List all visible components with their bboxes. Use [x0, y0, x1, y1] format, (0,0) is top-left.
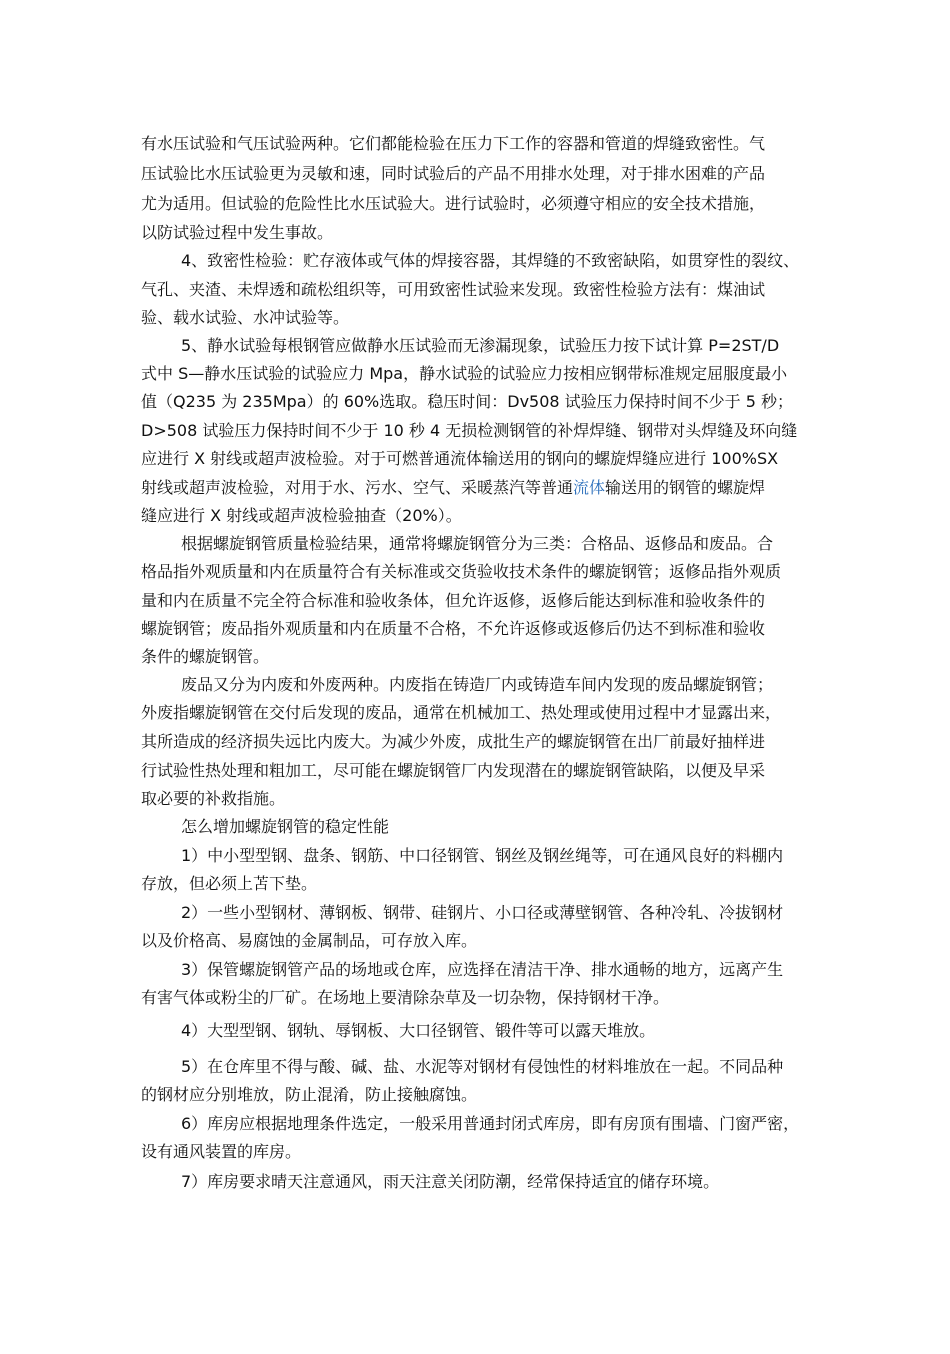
paragraph-3-line-4: D>508 试验压力保持时间不少于 10 秒 4 无损检测钢管的补焊焊缝、钢带对头焊缝及环向缝	[141, 421, 798, 440]
item-3-line-1: 3）保管螺旋钢管产品的场地或仓库，应选择在清洁干净、排水通畅的地方，远离产生	[181, 960, 784, 979]
paragraph-1-line-1: 有水压试验和气压试验两种。它们都能检验在压力下工作的容器和管道的焊缝致密性。气	[141, 134, 766, 153]
item-2-line-1: 2）一些小型钢材、薄钢板、钢带、硅钢片、小口径或薄壁钢管、各种冷轧、冷拔钢材	[181, 903, 784, 922]
section-heading: 怎么增加螺旋钢管的稳定性能	[181, 817, 390, 836]
paragraph-1-line-3: 尤为适用。但试验的危险性比水压试验大。进行试验时，必须遵守相应的安全技术措施，	[141, 194, 766, 213]
paragraph-5-line-3: 其所造成的经济损失远比内废大。为减少外废，成批生产的螺旋钢管在出厂前最好抽样进	[141, 732, 766, 751]
item-6-line-2: 设有通风装置的库房。	[141, 1142, 302, 1161]
item-7-line-1: 7）库房要求晴天注意通风，雨天注意关闭防潮，经常保持适宜的储存环境。	[181, 1172, 720, 1191]
item-4-line-1: 4）大型型钢、钢轨、辱钢板、大口径钢管、锻件等可以露天堆放。	[181, 1021, 656, 1040]
item-3-line-2: 有害气体或粉尘的厂矿。在场地上要清除杂草及一切杂物，保持钢材干净。	[141, 988, 670, 1007]
paragraph-1-line-2: 压试验比水压试验更为灵敏和速，同时试验后的产品不用排水处理，对于排水困难的产品	[141, 164, 766, 183]
paragraph-5-line-5: 取必要的补救指施。	[141, 789, 286, 808]
paragraph-3-line-1: 5、静水试验每根钢管应做静水压试验而无渗漏现象，试验压力按下试计算 P=2ST/D	[181, 336, 780, 355]
paragraph-3-line-6	[141, 477, 765, 499]
paragraph-1-line-4: 以防试验过程中发生事故。	[141, 223, 334, 242]
paragraph-5-line-4: 行试验性热处理和粗加工，尽可能在螺旋钢管厂内发现潜在的螺旋钢管缺陷，以便及早采	[141, 761, 766, 780]
paragraph-4-line-2: 格品指外观质量和内在质量符合有关标准或交货验收技术条件的螺旋钢管；返修品指外观质	[141, 562, 782, 581]
paragraph-3-line-5: 应进行 X 射线或超声波检验。对于可燃普通流体输送用的钢向的螺旋焊缝应进行 100%SX	[141, 449, 779, 468]
paragraph-3-line-3: 值（Q235 为 235Mpa）的 60%选取。稳压时间：Dv508 试验压力保持时间不少于 5 秒；	[141, 392, 794, 411]
paragraph-3-line-7: 缝应进行 X 射线或超声波检验抽查（20%）。	[141, 506, 462, 525]
paragraph-3-line-2: 式中 S—静水压试验的试验应力 Mpa，静水试验的试验应力按相应钢带标准规定屈服度最小	[141, 364, 788, 383]
paragraph-4-line-5: 条件的螺旋钢管。	[141, 647, 270, 666]
item-5-line-2: 的钢材应分别堆放，防止混淆，防止接触腐蚀。	[141, 1085, 478, 1104]
item-1-line-1: 1）中小型型钢、盘条、钢筋、中口径钢管、钢丝及钢丝绳等，可在通风良好的料棚内	[181, 846, 784, 865]
paragraph-2-line-3: 验、载水试验、水冲试验等。	[141, 308, 350, 327]
item-6-line-1: 6）库房应根据地理条件选定，一般采用普通封闭式库房，即有房顶有围墙、门窗严密，	[181, 1114, 800, 1133]
paragraph-3-line-6-text: 射线或超声波检验，对用于水、污水、空气、采暖蒸汽等普通	[141, 478, 574, 497]
fluid-link[interactable]: 流体	[573, 478, 606, 497]
paragraph-5-line-1: 废品又分为内废和外废两种。内废指在铸造厂内或铸造车间内发现的废品螺旋钢管；	[181, 675, 774, 694]
item-5-line-1: 5）在仓库里不得与酸、碱、盐、水泥等对钢材有侵蚀性的材料堆放在一起。不同品种	[181, 1057, 784, 1076]
paragraph-4-line-1: 根据螺旋钢管质量检验结果，通常将螺旋钢管分为三类：合格品、返修品和废品。合	[181, 534, 774, 553]
paragraph-4-line-3: 量和内在质量不完全符合标准和验收条体，但允许返修，返修后能达到标准和验收条件的	[141, 591, 766, 610]
paragraph-4-line-4: 螺旋钢管；废品指外观质量和内在质量不合格，不允许返修或返修后仍达不到标准和验收	[141, 619, 766, 638]
item-2-line-2: 以及价格高、易腐蚀的金属制品，可存放入库。	[141, 931, 478, 950]
item-1-line-2: 存放，但必须上苫下垫。	[141, 874, 318, 893]
paragraph-2-line-1: 4、致密性检验：贮存液体或气体的焊接容器，其焊缝的不致密缺陷，如贯穿性的裂纹、	[181, 251, 800, 270]
paragraph-5-line-2: 外废指螺旋钢管在交付后发现的废品，通常在机械加工、热处理或使用过程中才显露出来，	[141, 703, 782, 722]
paragraph-3-line-6-rest: 输送用的钢管的螺旋焊	[605, 478, 766, 497]
paragraph-2-line-2: 气孔、夹渣、未焊透和疏松组织等，可用致密性试验来发现。致密性检验方法有：煤油试	[141, 280, 766, 299]
